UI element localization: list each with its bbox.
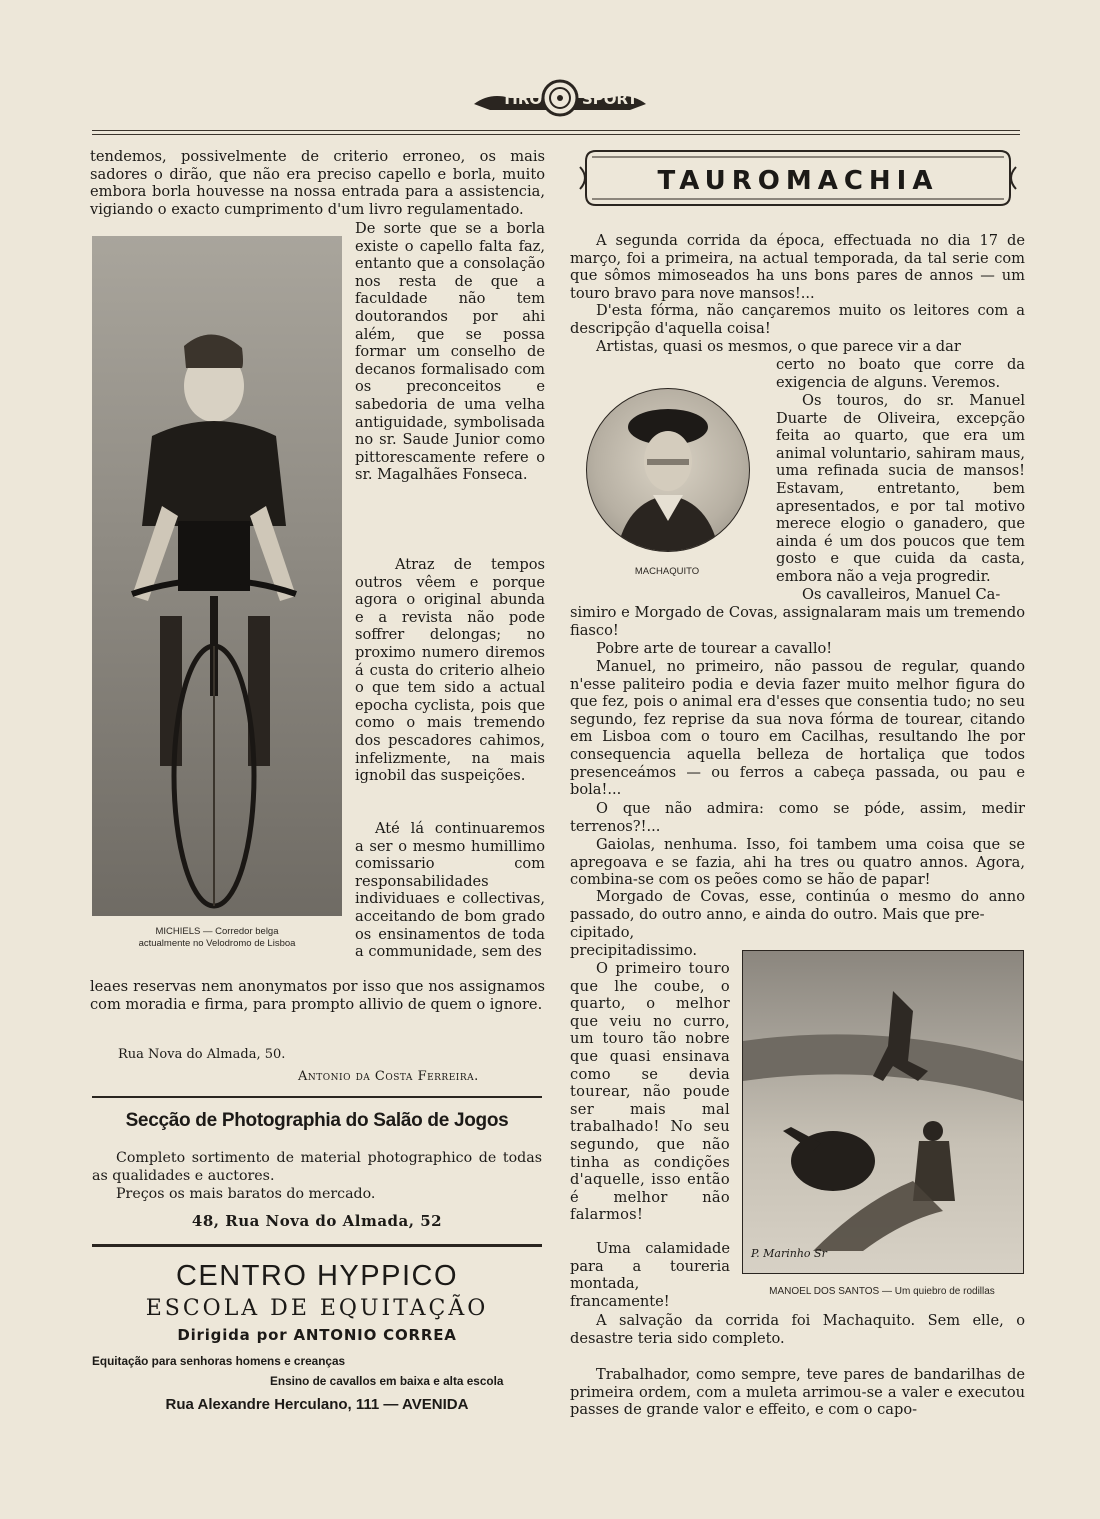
ad2-address: Rua Alexandre Herculano, 111 — AVENIDA bbox=[165, 1396, 469, 1413]
header-rule-2 bbox=[92, 134, 1020, 135]
bullfight-paragraph-11: O primeiro touro que lhe coube, o quarto, o melhor que veiu no curro, um touro tão nobre que quasi ensinava como se devia tourear, não poude ser mais mal trabalhado! No seu segundo, que não tinha as condições d'aquelle, isso então é melhor não falarmos! bbox=[570, 960, 730, 1224]
bullfight-paragraph-10a: Morgado de Covas, esse, continúa o mesmo do anno passado, do outro anno, e ainda do outro. Mais que pre- bbox=[570, 888, 1025, 923]
ad1-line-1: Completo sortimento de material photographico de todas as qualidades e auctores. bbox=[92, 1150, 542, 1184]
bullfight-paragraph-2: D'esta fórma, não cançaremos muito os leitores com a descripção d'aquella coisa! bbox=[570, 302, 1025, 337]
machaquito-portrait bbox=[586, 388, 750, 552]
left-side-paragraph-2: Atraz de tempos outros vêem e porque agora o original abunda e a revista não pode soffrer delongas; no proximo numero diremos á custa do criterio alheio o que tem sido a actual epocha cyclista, pois que como o mais tremendo dos pescadores cahimos, infelizmente, na mais ignobil das suspeições. bbox=[355, 556, 545, 785]
photo-signature: P. Marinho Sr bbox=[751, 1247, 827, 1260]
bullfight-photo-caption: MANOEL DOS SANTOS — Um quiebro de rodillas bbox=[769, 1286, 995, 1297]
bullfight-paragraph-4: Os touros, do sr. Manuel Duarte de Oliveira, excepção feita ao quarto, que era um animal voluntario, sahiram maus, uma refinada sucia de mansos! Estavam, entretanto, bem apresentados, e por tal motivo merece elogio o ganadero, que ainda é um dos poucos que tem gosto e que cuida da casta, embora não a veja progredir. bbox=[776, 392, 1025, 585]
bullfight-paragraph-3b: certo no boato que corre da exigencia de alguns. Veremos. bbox=[776, 356, 1025, 391]
bullfight-paragraph-7: Manuel, no primeiro, não passou de regular, quando n'esse paliteiro podia e devia fazer muito melhor figura do que fez, pois o animal era d'esses que consentia tudo; no seu segundo, fez reprise da sua nova fórma de tourear, citando em Lisboa com o touro em Cacilhas, resultando lhe por consequencia aquella belleza de hortaliça que todos presenceámos — ou ferros a cabeça passada, ou pau e bola!... bbox=[570, 658, 1025, 799]
left-side-paragraph-3: Até lá continuaremos a ser o mesmo humillimo comissario com responsabilidades individuaes e collectivas, acceitando de bom grado os ensinamentos de toda a communidade, sem des bbox=[355, 820, 545, 961]
bullfight-paragraph-13: A salvação da corrida foi Machaquito. Sem elle, o desastre teria sido completo. bbox=[570, 1312, 1025, 1347]
bullfight-paragraph-8: O que não admira: como se póde, assim, medir terrenos?!... bbox=[570, 800, 1025, 835]
cyclist-caption-1: MICHIELS — Corredor belga bbox=[155, 926, 279, 937]
bullfight-paragraph-5b: simiro e Morgado de Covas, assignalaram mais um tremendo fiasco! bbox=[570, 604, 1025, 639]
ad1-line-2: Preços os mais baratos do mercado. bbox=[116, 1186, 376, 1202]
section-title: TAUROMACHIA bbox=[657, 166, 939, 196]
ad2-top-rule bbox=[92, 1244, 542, 1247]
ad2-subtitle: ESCOLA DE EQUITAÇÃO bbox=[145, 1296, 489, 1321]
left-side-paragraph-1: De sorte que se a borla existe o capello falta faz, entanto que a consolação nos resta de que a faculdade não tem doutorandos por ahi além, que se possa formar um conselho de decanos formalisado com os preconceitos e sabedoria de uma velha antiguidade, symbolisada no sr. Saude Junior como pittorescamente refere o sr. Magalhães Fonseca. bbox=[355, 220, 545, 484]
svg-text:TIRO: TIRO bbox=[502, 90, 543, 108]
author-address: Rua Nova do Almada, 50. bbox=[118, 1047, 286, 1062]
ad1-title: Secção de Photographia do Salão de Jogos bbox=[125, 1110, 509, 1131]
cyclist-photo bbox=[92, 236, 342, 916]
left-tail-paragraph: leaes reservas nem anonymatos por isso que nos assignamos com moradia e firma, para prompto allivio de quem o ignore. bbox=[90, 978, 545, 1013]
bullfight-paragraph-5a: Os cavalleiros, Manuel Ca- bbox=[802, 586, 1001, 603]
masthead-logo bbox=[470, 74, 650, 120]
ad2-director: Dirigida por ANTONIO CORREA bbox=[177, 1326, 457, 1344]
author-signature: Antonio da Costa Ferreira. bbox=[298, 1069, 479, 1084]
bullfight-paragraph-9: Gaiolas, nenhuma. Isso, foi tambem uma coisa que se apregoava e se fazia, ahi ha tres ou quatro annos. Agora, combina-se com os peões como se hão de papar! bbox=[570, 836, 1025, 889]
portrait-caption: MACHAQUITO bbox=[634, 566, 700, 577]
ad2-title: CENTRO HYPPICO bbox=[175, 1260, 459, 1292]
bullfight-paragraph-10b: cipitado, precipitadissimo. bbox=[570, 924, 698, 959]
bullfight-paragraph-12: Uma calamidade para a toureria montada, francamente! bbox=[570, 1240, 730, 1310]
bullfight-paragraph-1: A segunda corrida da época, effectuada no dia 17 de março, foi a primeira, na actual temporada, da tal serie com que sômos mimoseados ha uns bons pares de annos — um touro bravo para nove mansos!... bbox=[570, 232, 1025, 302]
bullfight-paragraph-6: Pobre arte de tourear a cavallo! bbox=[596, 640, 833, 657]
bullfight-paragraph-3a: Artistas, quasi os mesmos, o que parece vir a dar bbox=[596, 338, 961, 355]
ad1-top-rule bbox=[92, 1096, 542, 1098]
svg-text:SPORT: SPORT bbox=[582, 90, 638, 108]
ad1-address: 48, Rua Nova do Almada, 52 bbox=[191, 1212, 443, 1230]
left-intro: tendemos, possivelmente de criterio erroneo, os mais sadores o dirão, que não era preciso capello e borla, muito embora borla houvesse na nossa entrada para a assistencia, vigiando o exacto cumprimento d'um livro regulamentado. bbox=[90, 148, 545, 218]
header-rule bbox=[92, 130, 1020, 131]
ad2-line-2: Ensino de cavallos em baixa e alta escola bbox=[270, 1374, 504, 1388]
cyclist-caption-2: actualmente no Velodromo de Lisboa bbox=[138, 938, 296, 949]
bullfight-paragraph-14: Trabalhador, como sempre, teve pares de bandarilhas de primeira ordem, com a muleta arrimou-se a valer e executou passes de grande valor e effeito, e com o capo- bbox=[570, 1366, 1025, 1419]
bullfight-photo bbox=[742, 950, 1024, 1274]
ad2-line-1: Equitação para senhoras homens e creanças bbox=[92, 1354, 346, 1368]
